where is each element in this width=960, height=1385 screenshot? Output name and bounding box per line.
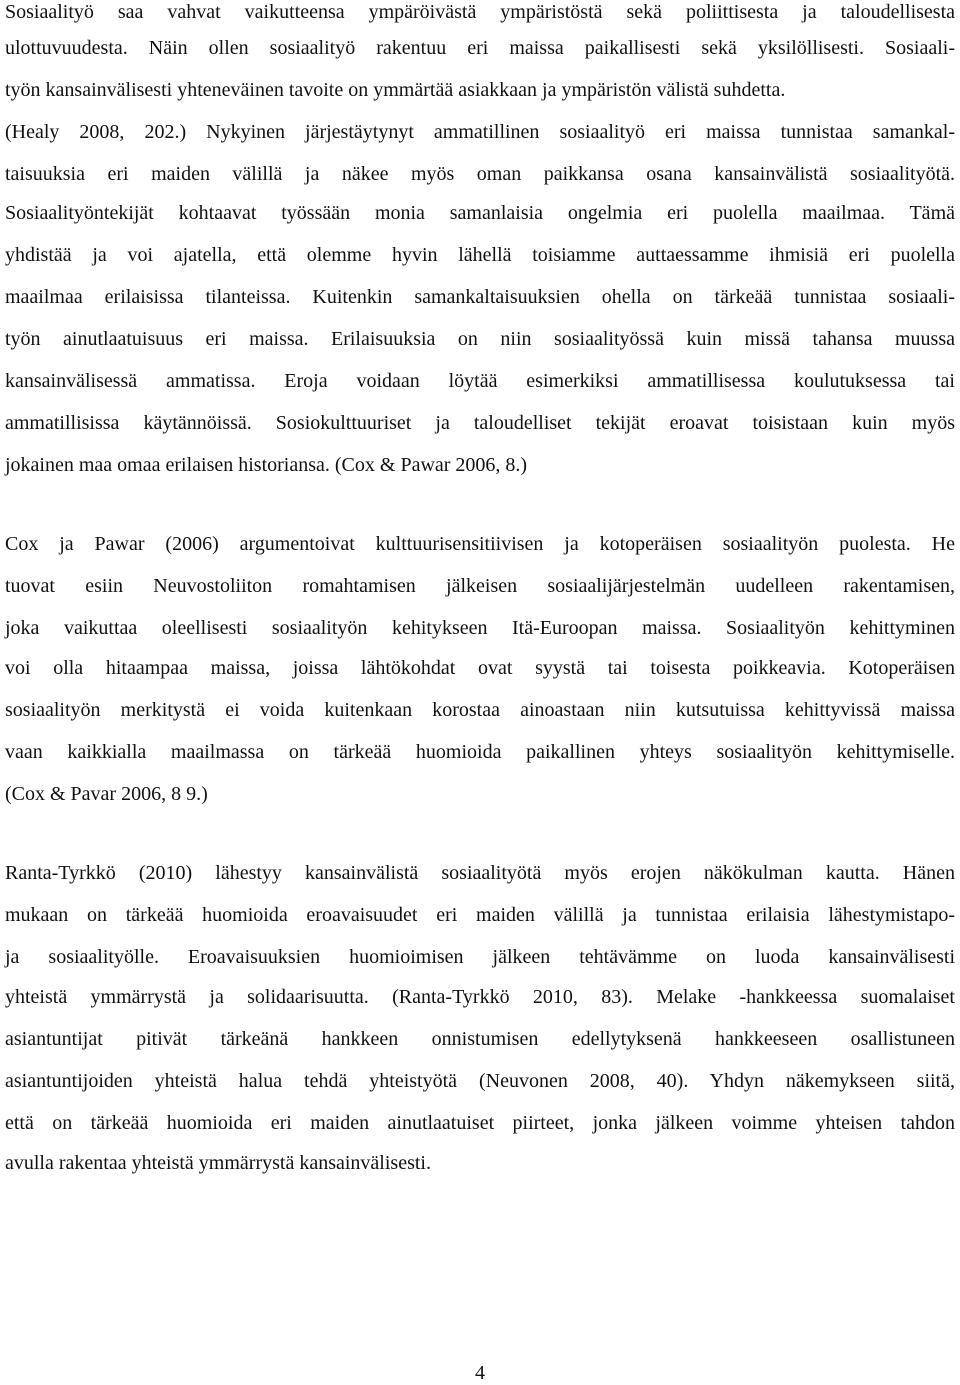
page-number: 4 bbox=[475, 1362, 485, 1384]
paragraph-line: sosiaalityön merkitystä ei voida kuitenkaan korostaa ainoastaan niin kutsutuissa kehittyvissä maissa bbox=[5, 699, 955, 721]
paragraph-line: asiantuntijat pitivät tärkeänä hankkeen onnistumisen edellytyksenä hankkeeseen osallistuneen bbox=[5, 1028, 955, 1050]
paragraph-line: joka vaikuttaa oleellisesti sosiaalityön kehitykseen Itä-Euroopan maissa. Sosiaalityön kehittyminen bbox=[5, 617, 955, 639]
paragraph-line: voi olla hitaampaa maissa, joissa lähtökohdat ovat syystä tai toisesta poikkeavia. Kotoperäisen bbox=[5, 657, 955, 679]
paragraph-line: avulla rakentaa yhteistä ymmärrystä kansainvälisesti. bbox=[5, 1152, 431, 1174]
paragraph-line: työn kansainvälisesti yhteneväinen tavoite on ymmärtää asiakkaan ja ympäristön välistä suhdetta. bbox=[5, 79, 786, 101]
paragraph-line: Cox ja Pawar (2006) argumentoivat kulttuurisensitiivisen ja kotoperäisen sosiaalityön puolesta. He bbox=[5, 533, 955, 555]
paragraph-line: ulottuvuudesta. Näin ollen sosiaalityö rakentuu eri maissa paikallisesti sekä yksilöllisesti. Sosiaali- bbox=[5, 37, 955, 59]
paragraph-line: taisuuksia eri maiden välillä ja näkee myös oman paikkansa osana kansainvälistä sosiaalityötä. bbox=[5, 163, 955, 185]
paragraph-line: (Healy 2008, 202.) Nykyinen järjestäytynyt ammatillinen sosiaalityö eri maissa tunnistaa samankal- bbox=[5, 121, 955, 143]
paragraph-line: Sosiaalityöntekijät kohtaavat työssään monia samanlaisia ongelmia eri puolella maailmaa. Tämä bbox=[5, 202, 955, 224]
paragraph-line: mukaan on tärkeää huomioida eroavaisuudet eri maiden välillä ja tunnistaa erilaisia lähestymistapo- bbox=[5, 904, 955, 926]
paragraph-line: ammatillisissa käytännöissä. Sosiokulttuuriset ja taloudelliset tekijät eroavat toisistaan kuin myös bbox=[5, 412, 955, 434]
paragraph-line: Ranta-Tyrkkö (2010) lähestyy kansainvälistä sosiaalityötä myös erojen näkökulman kautta. Hänen bbox=[5, 862, 955, 884]
paragraph-line: jokainen maa omaa erilaisen historiansa. (Cox & Pawar 2006, 8.) bbox=[5, 454, 528, 476]
paragraph-line: ja sosiaalityölle. Eroavaisuuksien huomioimisen jälkeen tehtävämme on luoda kansainvälisesti bbox=[5, 946, 955, 968]
paragraph-line: Sosiaalityö saa vahvat vaikutteensa ympäröivästä ympäristöstä sekä poliittisesta ja taloudellisesta bbox=[5, 1, 955, 23]
paragraph-line: asiantuntijoiden yhteistä halua tehdä yhteistyötä (Neuvonen 2008, 40). Yhdyn näkemykseen siitä, bbox=[5, 1070, 955, 1092]
paragraph-line: (Cox & Pavar 2006, 8 9.) bbox=[5, 783, 208, 805]
paragraph-line: yhdistää ja voi ajatella, että olemme hyvin lähellä toisiamme auttaessamme ihmisiä eri puolella bbox=[5, 244, 955, 266]
paragraph-line: kansainvälisessä ammatissa. Eroja voidaan löytää esimerkiksi ammatillisessa koulutuksessa tai bbox=[5, 370, 955, 392]
paragraph-line: että on tärkeää huomioida eri maiden ainutlaatuiset piirteet, jonka jälkeen voimme yhteisen tahdon bbox=[5, 1112, 955, 1134]
paragraph-line: vaan kaikkialla maailmassa on tärkeää huomioida paikallinen yhteys sosiaalityön kehittymiselle. bbox=[5, 741, 955, 763]
paragraph-line: yhteistä ymmärrystä ja solidaarisuutta. (Ranta-Tyrkkö 2010, 83). Melake -hankkeessa suomalaiset bbox=[5, 986, 955, 1008]
paragraph-line: tuovat esiin Neuvostoliiton romahtamisen jälkeisen sosiaalijärjestelmän uudelleen rakentamisen, bbox=[5, 575, 955, 597]
paragraph-line: maailmaa erilaisissa tilanteissa. Kuitenkin samankaltaisuuksien ohella on tärkeää tunnistaa sosiaali- bbox=[5, 286, 955, 308]
paragraph-line: työn ainutlaatuisuus eri maissa. Erilaisuuksia on niin sosiaalityössä kuin missä tahansa muussa bbox=[5, 328, 955, 350]
